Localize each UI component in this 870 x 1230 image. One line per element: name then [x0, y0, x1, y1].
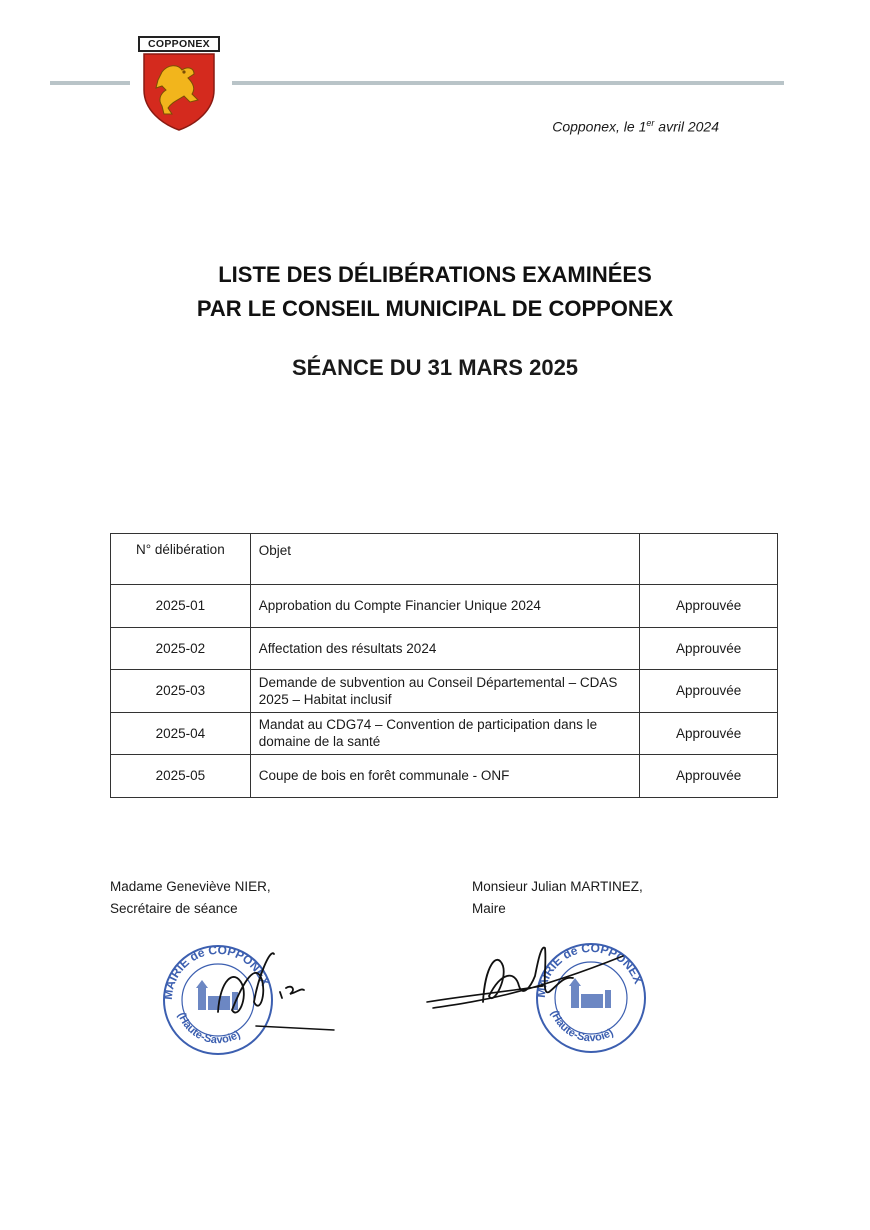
column-header-object: Objet: [250, 534, 640, 585]
commune-crest: [138, 36, 220, 132]
lion-shield-icon: [138, 50, 220, 132]
column-header-number: N° délibération: [111, 534, 251, 585]
delib-number: 2025-02: [111, 627, 251, 670]
table-header-row: [111, 534, 778, 585]
delib-number: 2025-03: [111, 670, 251, 713]
delib-object: Coupe de bois en forêt communale - ONF: [250, 755, 640, 798]
table-row: [111, 712, 778, 755]
secretary-role: Secrétaire de séance: [110, 901, 238, 916]
header-rule-left: [50, 81, 130, 85]
place-date: [552, 118, 719, 135]
title-line-1: LISTE DES DÉLIBÉRATIONS EXAMINÉES: [218, 262, 652, 287]
delib-object: Approbation du Compte Financier Unique 2024: [250, 585, 640, 628]
column-header-status: [640, 534, 778, 585]
signatory-secretary: [110, 876, 271, 920]
stamp-top-text-right: MAIRIE de COPPONEX: [533, 940, 646, 999]
place-date-text: Copponex, le 1: [552, 118, 647, 135]
delib-object: Affectation des résultats 2024: [250, 627, 640, 670]
delib-status: Approuvée: [640, 670, 778, 713]
table-row: [111, 670, 778, 713]
delib-status: Approuvée: [640, 627, 778, 670]
session-title: SÉANCE DU 31 MARS 2025: [291, 355, 579, 380]
stamp-bottom-text-right: (Haute-Savoie): [548, 1008, 616, 1045]
delib-number: 2025-05: [111, 755, 251, 798]
delib-number: 2025-01: [111, 585, 251, 628]
svg-text:(Haute-Savoie): [548, 1009, 616, 1045]
document-title: [0, 258, 870, 326]
delib-status: Approuvée: [640, 712, 778, 755]
table-row: [111, 585, 778, 628]
table-row: [111, 755, 778, 798]
date-superscript: er: [646, 118, 655, 128]
delib-object: Mandat au CDG74 – Convention de participation dans le domaine de la santé: [250, 712, 640, 755]
secretary-name: Madame Geneviève NIER,: [110, 879, 271, 894]
signatory-mayor: [472, 876, 643, 920]
mairie-stamp-right: [423, 936, 653, 1056]
delib-object: Demande de subvention au Conseil Départemental – CDAS 2025 – Habitat inclusif: [250, 670, 640, 713]
deliberations-table: [110, 533, 778, 798]
stamp-bottom-text-left: (Haute-Savoie): [175, 1010, 243, 1047]
svg-text:(Haute-Savoie): [175, 1011, 243, 1047]
date-rest: avril 2024: [654, 118, 719, 135]
mairie-stamp-left: [158, 940, 348, 1060]
header-rule-right: [232, 81, 784, 85]
table-row: [111, 627, 778, 670]
stamp-top-text-left: MAIRIE de COPPONEX: [160, 942, 273, 1001]
mayor-role: Maire: [472, 901, 506, 916]
title-line-2: PAR LE CONSEIL MUNICIPAL DE COPPONEX: [196, 296, 674, 321]
crest-label: COPPONEX: [138, 36, 220, 52]
delib-status: Approuvée: [640, 755, 778, 798]
mayor-name: Monsieur Julian MARTINEZ,: [472, 879, 643, 894]
delib-status: Approuvée: [640, 585, 778, 628]
delib-number: 2025-04: [111, 712, 251, 755]
